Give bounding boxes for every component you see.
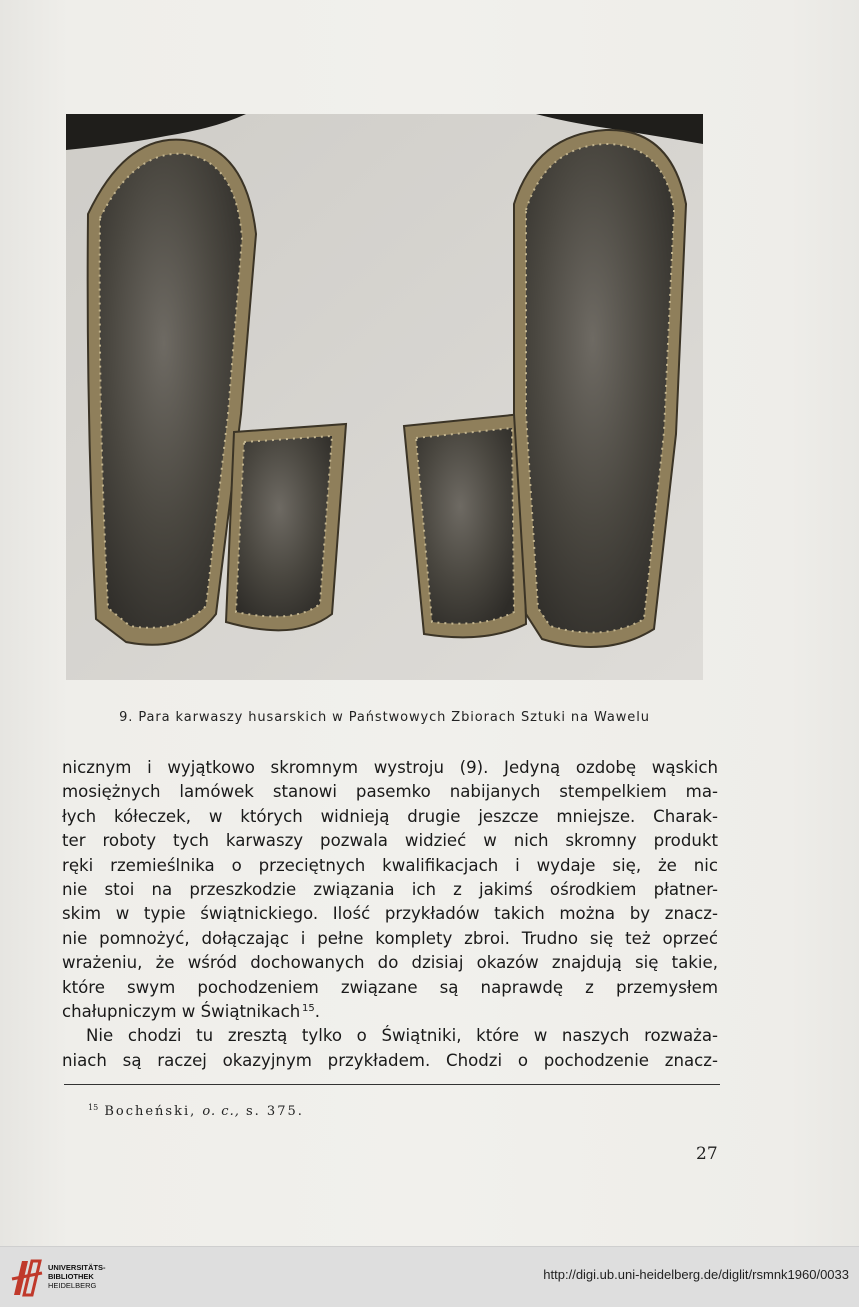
- library-name-line: BIBLIOTHEK: [48, 1272, 94, 1281]
- armour-photo-drawing: [66, 114, 703, 680]
- text-line: [62, 1000, 718, 1024]
- text-line: skim w typie świątnickiego. Ilość przykładów takich można by znacz-: [62, 904, 718, 924]
- library-name[interactable]: [48, 1263, 106, 1290]
- figure-caption: 9. Para karwaszy husarskich w Państwowych Zbiorach Sztuki na Wawelu: [119, 710, 650, 725]
- footnote-pages: s. 375.: [245, 1104, 304, 1119]
- text-line: nie stoi na przeszkodzie związania ich z jakimś ośrodkiem płatner-: [62, 879, 718, 899]
- text-line: mosiężnych lamówek stanowi pasemko nabijanych stempelkiem ma-: [62, 782, 718, 802]
- text-line: niach są raczej okazyjnym przykładem. Chodzi o pochodzenie znacz-: [62, 1050, 718, 1070]
- text-line: nie pomnożyć, dołączając i pełne komplety zbroi. Trudno się też oprzeć: [62, 928, 718, 948]
- figure-photo: [66, 114, 703, 680]
- text-line: ter roboty tych karwaszy pozwala widzieć w nich skromny produkt: [62, 831, 718, 851]
- footnote-reference[interactable]: 15: [301, 1002, 315, 1014]
- body-text: [62, 756, 718, 1073]
- library-name-line: HEIDELBERG: [48, 1281, 97, 1290]
- text-line: Nie chodzi tu zresztą tylko o Świątniki, które w naszych rozważa-: [86, 1026, 718, 1046]
- text-line: łych kółeczek, w których widnieją drugie jeszcze mniejsze. Charak-: [62, 806, 718, 826]
- library-logo-icon: [10, 1255, 44, 1299]
- library-name-line: UNIVERSITÄTS-: [48, 1263, 106, 1272]
- text-fragment: .: [314, 1001, 320, 1021]
- footnote-author: Bocheński,: [104, 1104, 197, 1119]
- viewer-footer: [0, 1246, 859, 1307]
- footnote-divider: [64, 1084, 720, 1085]
- footnote-number: 15: [88, 1103, 99, 1112]
- permalink-url[interactable]: http://digi.ub.uni-heidelberg.de/diglit/rsmnk1960/0033: [543, 1267, 849, 1282]
- text-fragment: chałupniczym w Świątnikach: [62, 1001, 301, 1021]
- footnote: [88, 1104, 304, 1119]
- page-number: 27: [696, 1144, 718, 1164]
- text-line: wrażeniu, że wśród dochowanych do dzisiaj okazów znajdują się takie,: [62, 953, 718, 973]
- text-line: ręki rzemieślnika o przeciętnych kwalifikacjach i wydaje się, że nic: [62, 855, 718, 875]
- footnote-ref: o. c.,: [202, 1104, 240, 1119]
- text-line: które swym pochodzeniem związane są naprawdę z przemysłem: [62, 977, 718, 997]
- text-line: nicznym i wyjątkowo skromnym wystroju (9). Jedyną ozdobę wąskich: [62, 758, 718, 777]
